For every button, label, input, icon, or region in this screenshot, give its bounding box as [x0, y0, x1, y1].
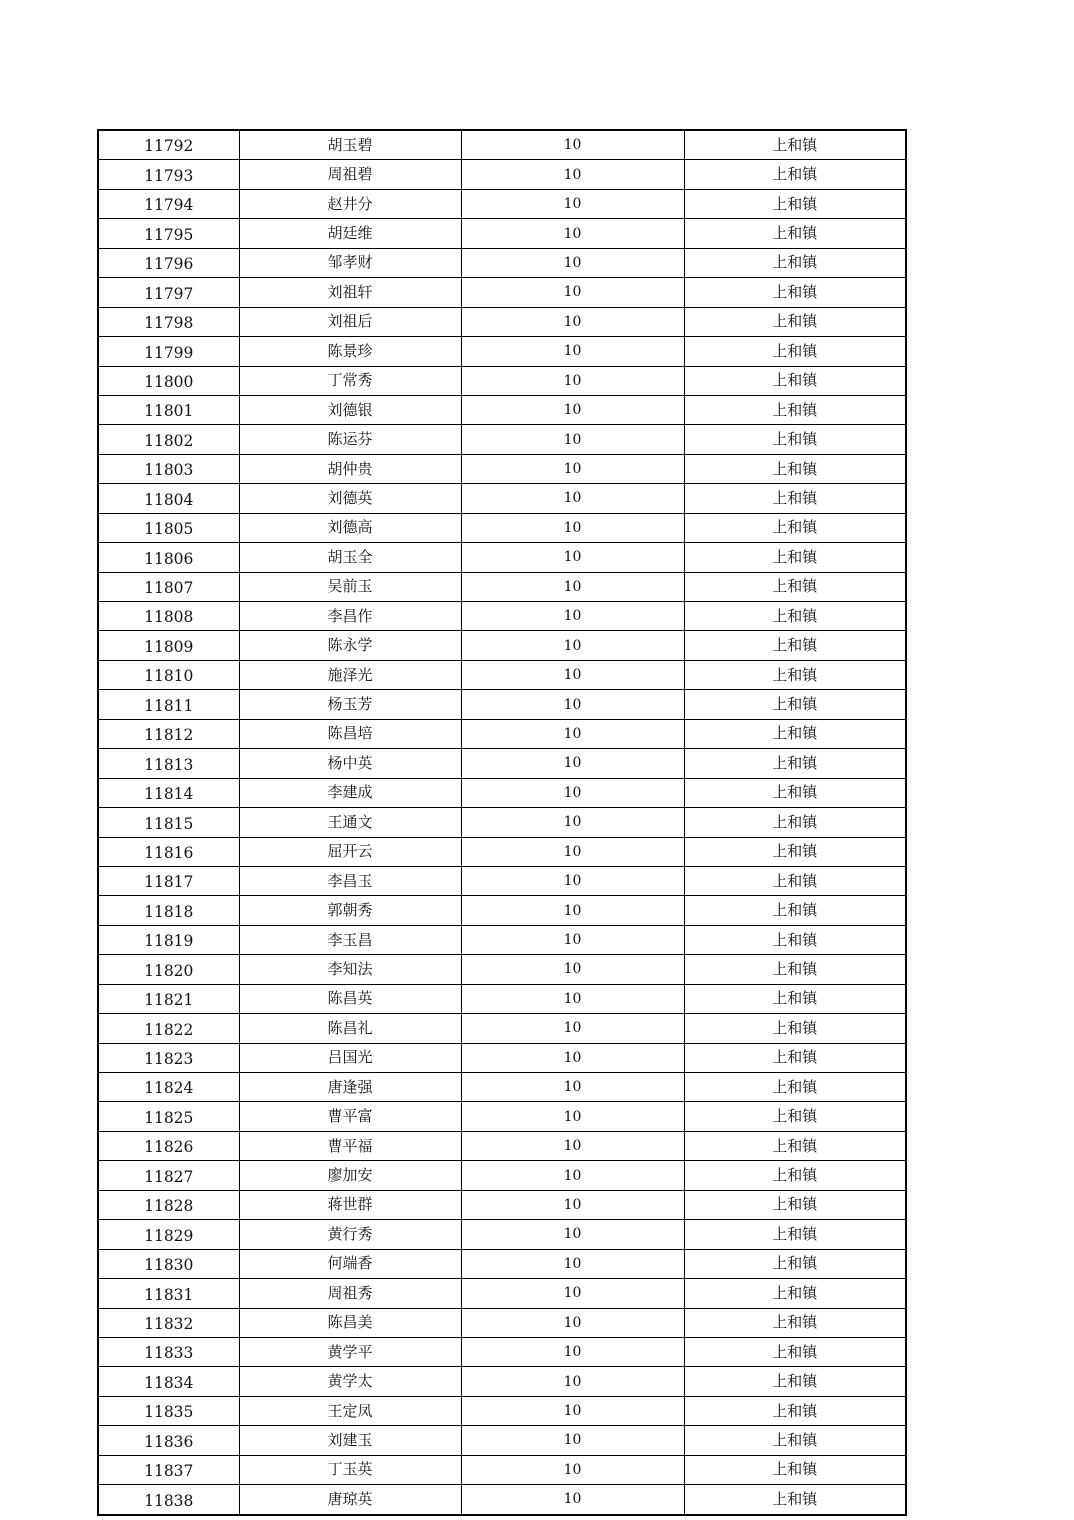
town-cell: 上和镇 — [684, 660, 906, 689]
row-number-cell: 11835 — [98, 1396, 239, 1425]
town-cell: 上和镇 — [684, 1485, 906, 1515]
table-row — [98, 1367, 906, 1396]
town-cell: 上和镇 — [684, 1190, 906, 1219]
table-row — [98, 248, 906, 277]
row-number-cell: 11813 — [98, 749, 239, 778]
amount-cell: 10 — [461, 1249, 684, 1278]
town-cell: 上和镇 — [684, 130, 906, 160]
town-cell: 上和镇 — [684, 1043, 906, 1072]
amount-cell: 10 — [461, 395, 684, 424]
table-row — [98, 160, 906, 189]
table-row — [98, 1279, 906, 1308]
table-row — [98, 1249, 906, 1278]
table-row — [98, 837, 906, 866]
amount-cell: 10 — [461, 1337, 684, 1366]
town-cell: 上和镇 — [684, 808, 906, 837]
town-cell: 上和镇 — [684, 1308, 906, 1337]
row-number-cell: 11794 — [98, 189, 239, 218]
person-name-cell: 刘祖轩 — [239, 278, 461, 307]
person-name-cell: 黄行秀 — [239, 1220, 461, 1249]
person-name-cell: 何端香 — [239, 1249, 461, 1278]
town-cell: 上和镇 — [684, 690, 906, 719]
person-name-cell: 刘建玉 — [239, 1426, 461, 1455]
table-row — [98, 690, 906, 719]
roster-table-body — [98, 130, 906, 1515]
person-name-cell: 刘德银 — [239, 395, 461, 424]
amount-cell: 10 — [461, 337, 684, 366]
amount-cell: 10 — [461, 130, 684, 160]
person-name-cell: 黄学太 — [239, 1367, 461, 1396]
person-name-cell: 陈昌英 — [239, 984, 461, 1013]
person-name-cell: 李昌玉 — [239, 866, 461, 895]
row-number-cell: 11804 — [98, 484, 239, 513]
table-row — [98, 1426, 906, 1455]
table-row — [98, 219, 906, 248]
town-cell: 上和镇 — [684, 1455, 906, 1484]
table-row — [98, 307, 906, 336]
town-cell: 上和镇 — [684, 1220, 906, 1249]
town-cell: 上和镇 — [684, 219, 906, 248]
row-number-cell: 11833 — [98, 1337, 239, 1366]
person-name-cell: 陈昌培 — [239, 719, 461, 748]
row-number-cell: 11810 — [98, 660, 239, 689]
person-name-cell: 陈昌美 — [239, 1308, 461, 1337]
town-cell: 上和镇 — [684, 307, 906, 336]
row-number-cell: 11831 — [98, 1279, 239, 1308]
town-cell: 上和镇 — [684, 631, 906, 660]
amount-cell: 10 — [461, 1279, 684, 1308]
row-number-cell: 11803 — [98, 454, 239, 483]
table-row — [98, 1102, 906, 1131]
row-number-cell: 11823 — [98, 1043, 239, 1072]
table-row — [98, 896, 906, 925]
row-number-cell: 11800 — [98, 366, 239, 395]
table-row — [98, 337, 906, 366]
table-row — [98, 484, 906, 513]
row-number-cell: 11796 — [98, 248, 239, 277]
person-name-cell: 陈景珍 — [239, 337, 461, 366]
person-name-cell: 蒋世群 — [239, 1190, 461, 1219]
row-number-cell: 11838 — [98, 1485, 239, 1515]
table-row — [98, 189, 906, 218]
amount-cell: 10 — [461, 1426, 684, 1455]
person-name-cell: 施泽光 — [239, 660, 461, 689]
amount-cell: 10 — [461, 808, 684, 837]
person-name-cell: 郭朝秀 — [239, 896, 461, 925]
town-cell: 上和镇 — [684, 189, 906, 218]
row-number-cell: 11802 — [98, 425, 239, 454]
town-cell: 上和镇 — [684, 837, 906, 866]
person-name-cell: 胡仲贵 — [239, 454, 461, 483]
amount-cell: 10 — [461, 543, 684, 572]
table-row — [98, 1337, 906, 1366]
row-number-cell: 11792 — [98, 130, 239, 160]
town-cell: 上和镇 — [684, 1102, 906, 1131]
town-cell: 上和镇 — [684, 1367, 906, 1396]
row-number-cell: 11799 — [98, 337, 239, 366]
row-number-cell: 11811 — [98, 690, 239, 719]
table-row — [98, 1455, 906, 1484]
amount-cell: 10 — [461, 866, 684, 895]
amount-cell: 10 — [461, 160, 684, 189]
person-name-cell: 李建成 — [239, 778, 461, 807]
amount-cell: 10 — [461, 925, 684, 954]
town-cell: 上和镇 — [684, 1131, 906, 1160]
person-name-cell: 曹平福 — [239, 1131, 461, 1160]
town-cell: 上和镇 — [684, 1073, 906, 1102]
row-number-cell: 11805 — [98, 513, 239, 542]
person-name-cell: 廖加安 — [239, 1161, 461, 1190]
row-number-cell: 11797 — [98, 278, 239, 307]
table-row — [98, 955, 906, 984]
town-cell: 上和镇 — [684, 395, 906, 424]
table-row — [98, 660, 906, 689]
town-cell: 上和镇 — [684, 955, 906, 984]
town-cell: 上和镇 — [684, 543, 906, 572]
town-cell: 上和镇 — [684, 484, 906, 513]
person-name-cell: 王定凤 — [239, 1396, 461, 1425]
table-row — [98, 130, 906, 160]
amount-cell: 10 — [461, 837, 684, 866]
town-cell: 上和镇 — [684, 1161, 906, 1190]
row-number-cell: 11798 — [98, 307, 239, 336]
table-row — [98, 1190, 906, 1219]
table-row — [98, 572, 906, 601]
person-name-cell: 陈永学 — [239, 631, 461, 660]
town-cell: 上和镇 — [684, 925, 906, 954]
table-row — [98, 1396, 906, 1425]
amount-cell: 10 — [461, 513, 684, 542]
table-row — [98, 543, 906, 572]
person-name-cell: 胡廷维 — [239, 219, 461, 248]
row-number-cell: 11801 — [98, 395, 239, 424]
town-cell: 上和镇 — [684, 248, 906, 277]
person-name-cell: 曹平富 — [239, 1102, 461, 1131]
person-name-cell: 吕国光 — [239, 1043, 461, 1072]
town-cell: 上和镇 — [684, 778, 906, 807]
person-name-cell: 陈运芬 — [239, 425, 461, 454]
table-row — [98, 1220, 906, 1249]
row-number-cell: 11818 — [98, 896, 239, 925]
person-name-cell: 吴前玉 — [239, 572, 461, 601]
row-number-cell: 11814 — [98, 778, 239, 807]
town-cell: 上和镇 — [684, 1249, 906, 1278]
amount-cell: 10 — [461, 1455, 684, 1484]
person-name-cell: 黄学平 — [239, 1337, 461, 1366]
person-name-cell: 杨中英 — [239, 749, 461, 778]
amount-cell: 10 — [461, 984, 684, 1013]
town-cell: 上和镇 — [684, 337, 906, 366]
town-cell: 上和镇 — [684, 1279, 906, 1308]
amount-cell: 10 — [461, 660, 684, 689]
amount-cell: 10 — [461, 719, 684, 748]
table-row — [98, 1043, 906, 1072]
amount-cell: 10 — [461, 278, 684, 307]
row-number-cell: 11825 — [98, 1102, 239, 1131]
table-row — [98, 1308, 906, 1337]
amount-cell: 10 — [461, 484, 684, 513]
table-row — [98, 602, 906, 631]
amount-cell: 10 — [461, 1043, 684, 1072]
amount-cell: 10 — [461, 425, 684, 454]
town-cell: 上和镇 — [684, 866, 906, 895]
person-name-cell: 丁常秀 — [239, 366, 461, 395]
table-row — [98, 984, 906, 1013]
table-row — [98, 1131, 906, 1160]
amount-cell: 10 — [461, 307, 684, 336]
person-name-cell: 杨玉芳 — [239, 690, 461, 719]
amount-cell: 10 — [461, 1073, 684, 1102]
amount-cell: 10 — [461, 1161, 684, 1190]
amount-cell: 10 — [461, 454, 684, 483]
row-number-cell: 11815 — [98, 808, 239, 837]
town-cell: 上和镇 — [684, 1337, 906, 1366]
table-row — [98, 513, 906, 542]
town-cell: 上和镇 — [684, 749, 906, 778]
row-number-cell: 11806 — [98, 543, 239, 572]
amount-cell: 10 — [461, 1190, 684, 1219]
town-cell: 上和镇 — [684, 366, 906, 395]
person-name-cell: 邹孝财 — [239, 248, 461, 277]
row-number-cell: 11821 — [98, 984, 239, 1013]
table-row — [98, 749, 906, 778]
roster-table — [97, 129, 907, 1516]
town-cell: 上和镇 — [684, 513, 906, 542]
table-row — [98, 925, 906, 954]
town-cell: 上和镇 — [684, 278, 906, 307]
table-row — [98, 1073, 906, 1102]
person-name-cell: 胡玉全 — [239, 543, 461, 572]
town-cell: 上和镇 — [684, 602, 906, 631]
amount-cell: 10 — [461, 955, 684, 984]
person-name-cell: 刘德英 — [239, 484, 461, 513]
person-name-cell: 唐琼英 — [239, 1485, 461, 1515]
row-number-cell: 11808 — [98, 602, 239, 631]
amount-cell: 10 — [461, 602, 684, 631]
row-number-cell: 11832 — [98, 1308, 239, 1337]
person-name-cell: 唐逢强 — [239, 1073, 461, 1102]
town-cell: 上和镇 — [684, 160, 906, 189]
amount-cell: 10 — [461, 1220, 684, 1249]
town-cell: 上和镇 — [684, 1426, 906, 1455]
amount-cell: 10 — [461, 690, 684, 719]
amount-cell: 10 — [461, 1308, 684, 1337]
row-number-cell: 11824 — [98, 1073, 239, 1102]
table-row — [98, 395, 906, 424]
row-number-cell: 11822 — [98, 1014, 239, 1043]
person-name-cell: 李知法 — [239, 955, 461, 984]
row-number-cell: 11817 — [98, 866, 239, 895]
person-name-cell: 周祖秀 — [239, 1279, 461, 1308]
amount-cell: 10 — [461, 1367, 684, 1396]
table-row — [98, 631, 906, 660]
town-cell: 上和镇 — [684, 454, 906, 483]
person-name-cell: 李昌作 — [239, 602, 461, 631]
person-name-cell: 周祖碧 — [239, 160, 461, 189]
table-row — [98, 454, 906, 483]
row-number-cell: 11809 — [98, 631, 239, 660]
table-row — [98, 425, 906, 454]
amount-cell: 10 — [461, 778, 684, 807]
person-name-cell: 刘德高 — [239, 513, 461, 542]
person-name-cell: 胡玉碧 — [239, 130, 461, 160]
row-number-cell: 11830 — [98, 1249, 239, 1278]
town-cell: 上和镇 — [684, 1014, 906, 1043]
amount-cell: 10 — [461, 366, 684, 395]
row-number-cell: 11812 — [98, 719, 239, 748]
table-row — [98, 1485, 906, 1515]
amount-cell: 10 — [461, 631, 684, 660]
town-cell: 上和镇 — [684, 425, 906, 454]
table-row — [98, 778, 906, 807]
amount-cell: 10 — [461, 189, 684, 218]
amount-cell: 10 — [461, 1102, 684, 1131]
amount-cell: 10 — [461, 572, 684, 601]
row-number-cell: 11820 — [98, 955, 239, 984]
amount-cell: 10 — [461, 749, 684, 778]
person-name-cell: 刘祖后 — [239, 307, 461, 336]
amount-cell: 10 — [461, 219, 684, 248]
amount-cell: 10 — [461, 896, 684, 925]
row-number-cell: 11793 — [98, 160, 239, 189]
town-cell: 上和镇 — [684, 896, 906, 925]
table-row — [98, 719, 906, 748]
row-number-cell: 11834 — [98, 1367, 239, 1396]
person-name-cell: 屈开云 — [239, 837, 461, 866]
person-name-cell: 赵井分 — [239, 189, 461, 218]
town-cell: 上和镇 — [684, 984, 906, 1013]
row-number-cell: 11836 — [98, 1426, 239, 1455]
person-name-cell: 李玉昌 — [239, 925, 461, 954]
row-number-cell: 11837 — [98, 1455, 239, 1484]
row-number-cell: 11819 — [98, 925, 239, 954]
table-row — [98, 278, 906, 307]
row-number-cell: 11816 — [98, 837, 239, 866]
town-cell: 上和镇 — [684, 572, 906, 601]
amount-cell: 10 — [461, 248, 684, 277]
amount-cell: 10 — [461, 1485, 684, 1515]
row-number-cell: 11829 — [98, 1220, 239, 1249]
table-row — [98, 808, 906, 837]
row-number-cell: 11828 — [98, 1190, 239, 1219]
person-name-cell: 陈昌礼 — [239, 1014, 461, 1043]
person-name-cell: 丁玉英 — [239, 1455, 461, 1484]
amount-cell: 10 — [461, 1014, 684, 1043]
amount-cell: 10 — [461, 1396, 684, 1425]
person-name-cell: 王通文 — [239, 808, 461, 837]
row-number-cell: 11795 — [98, 219, 239, 248]
table-row — [98, 366, 906, 395]
table-row — [98, 1161, 906, 1190]
town-cell: 上和镇 — [684, 719, 906, 748]
row-number-cell: 11827 — [98, 1161, 239, 1190]
table-row — [98, 866, 906, 895]
row-number-cell: 11807 — [98, 572, 239, 601]
amount-cell: 10 — [461, 1131, 684, 1160]
town-cell: 上和镇 — [684, 1396, 906, 1425]
row-number-cell: 11826 — [98, 1131, 239, 1160]
table-row — [98, 1014, 906, 1043]
